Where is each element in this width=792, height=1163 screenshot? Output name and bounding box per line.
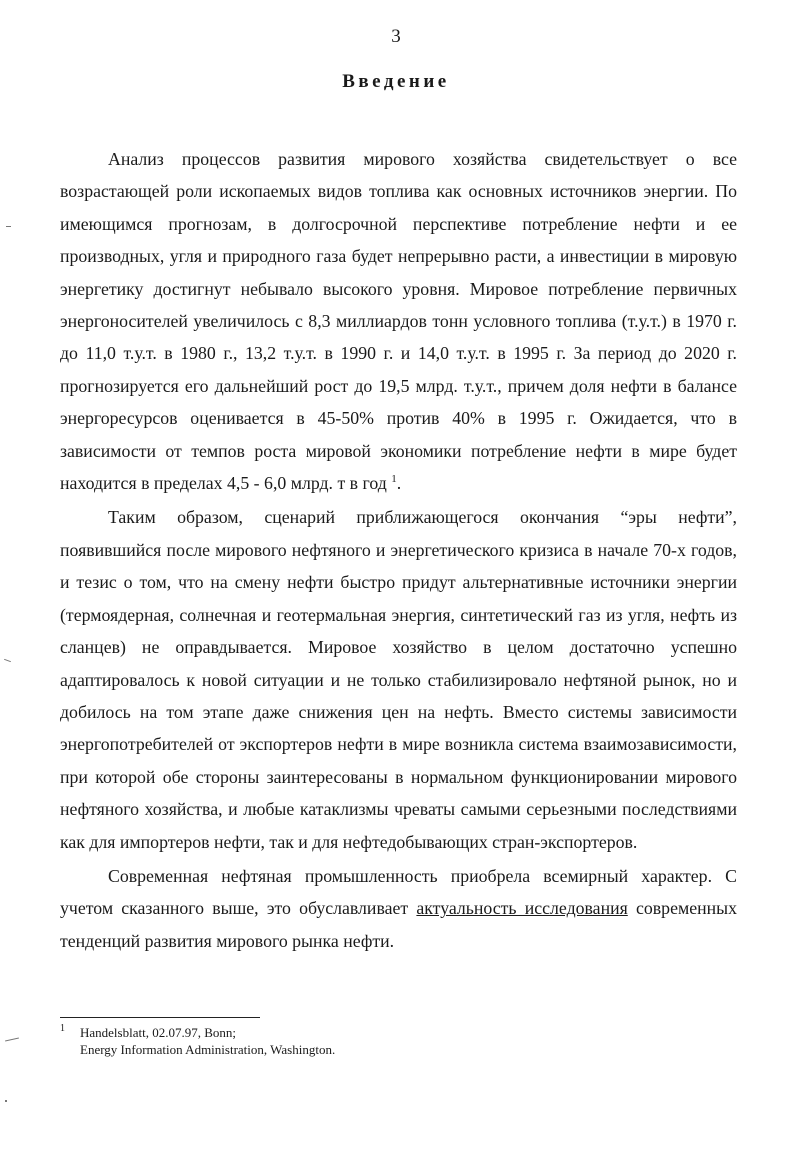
- footnote: [60, 1024, 660, 1058]
- page-number: 3: [391, 26, 401, 47]
- paragraph-1-end: .: [396, 473, 402, 494]
- paragraph-1-text: Анализ процессов развития мирового хозяйства свидетельствует о все возрастающей роли ископаемых видов топлива как основных источников энергии. По имеющимся прогнозам, в долгосрочной перспективе потребление нефти и ее производных, угля и природного газа будет непрерывно расти, а инвестиции в мировую энергетику достигнут небывало высокого уровня. Мировое потребление первичных энергоносителей увеличилось с 8,3 миллиардов тонн условного топлива (т.у.т.) в 1970 г. до 11,0 т.у.т. в 1980 г., 13,2 т.у.т. в 1990 г. и 14,0 т.у.т. в 1995 г. За период до 2020 г. прогнозируется его дальнейший рост до 19,5 млрд. т.у.т., причем доля нефти в балансе энергоресурсов оценивается в 45-50% против 40% в 1995 г. Ожидается, что в зависимости от темпов роста мировой экономики потребление нефти в мире будет находится в пределах 4,5 - 6,0 млрд. т в год: [60, 149, 737, 494]
- section-title: Введение: [342, 71, 450, 92]
- footnote-line-2: Energy Information Administration, Washington.: [80, 1042, 336, 1057]
- footnote-rule: [60, 1017, 260, 1018]
- footnote-lines: [80, 1024, 660, 1058]
- footnote-reference: 1: [391, 473, 397, 486]
- underlined-phrase: актуальность исследования: [416, 898, 628, 919]
- paragraph-3: [60, 860, 737, 957]
- scan-mark: [5, 1038, 19, 1042]
- paragraph-1: [60, 143, 737, 499]
- scan-mark: [4, 659, 11, 662]
- footnote-line-1: Handelsblatt, 02.07.97, Bonn;: [80, 1025, 236, 1040]
- footnote-mark: 1: [60, 1023, 65, 1034]
- body-text: [60, 143, 737, 957]
- scan-mark: [6, 226, 11, 227]
- paragraph-3-start: Современная нефтяная промышленность приобрела всемирный характер. С учетом сказанного выше, это обуславливает: [60, 865, 737, 919]
- paragraph-3-end: современных тенденций развития мирового рынка нефти.: [60, 898, 737, 951]
- scan-mark: [5, 1100, 7, 1102]
- paragraph-2: Таким образом, сценарий приближающегося окончания “эры нефти”, появившийся после мирового нефтяного и энергетического кризиса в начале 70-х годов, и тезис о том, что на смену нефти быстро придут альтернативные источники энергии (термоядерная, солнечная и геотермальная энергия, синтетический газ из угля, нефть из сланцев) не оправдывается. Мировое хозяйство в целом достаточно успешно адаптировалось к новой ситуации и не только стабилизировало нефтяной рынок, но и добилось на том этапе даже снижения цен на нефть. Вместо системы зависимости энергопотребителей от экспортеров нефти в мире возникла система взаимозависимости, при которой обе стороны заинтересованы в нормальном функционировании мирового нефтяного хозяйства, и любые катаклизмы чреваты самыми серьезными последствиями как для импортеров нефти, так и для нефтедобывающих стран-экспортеров.: [60, 507, 737, 852]
